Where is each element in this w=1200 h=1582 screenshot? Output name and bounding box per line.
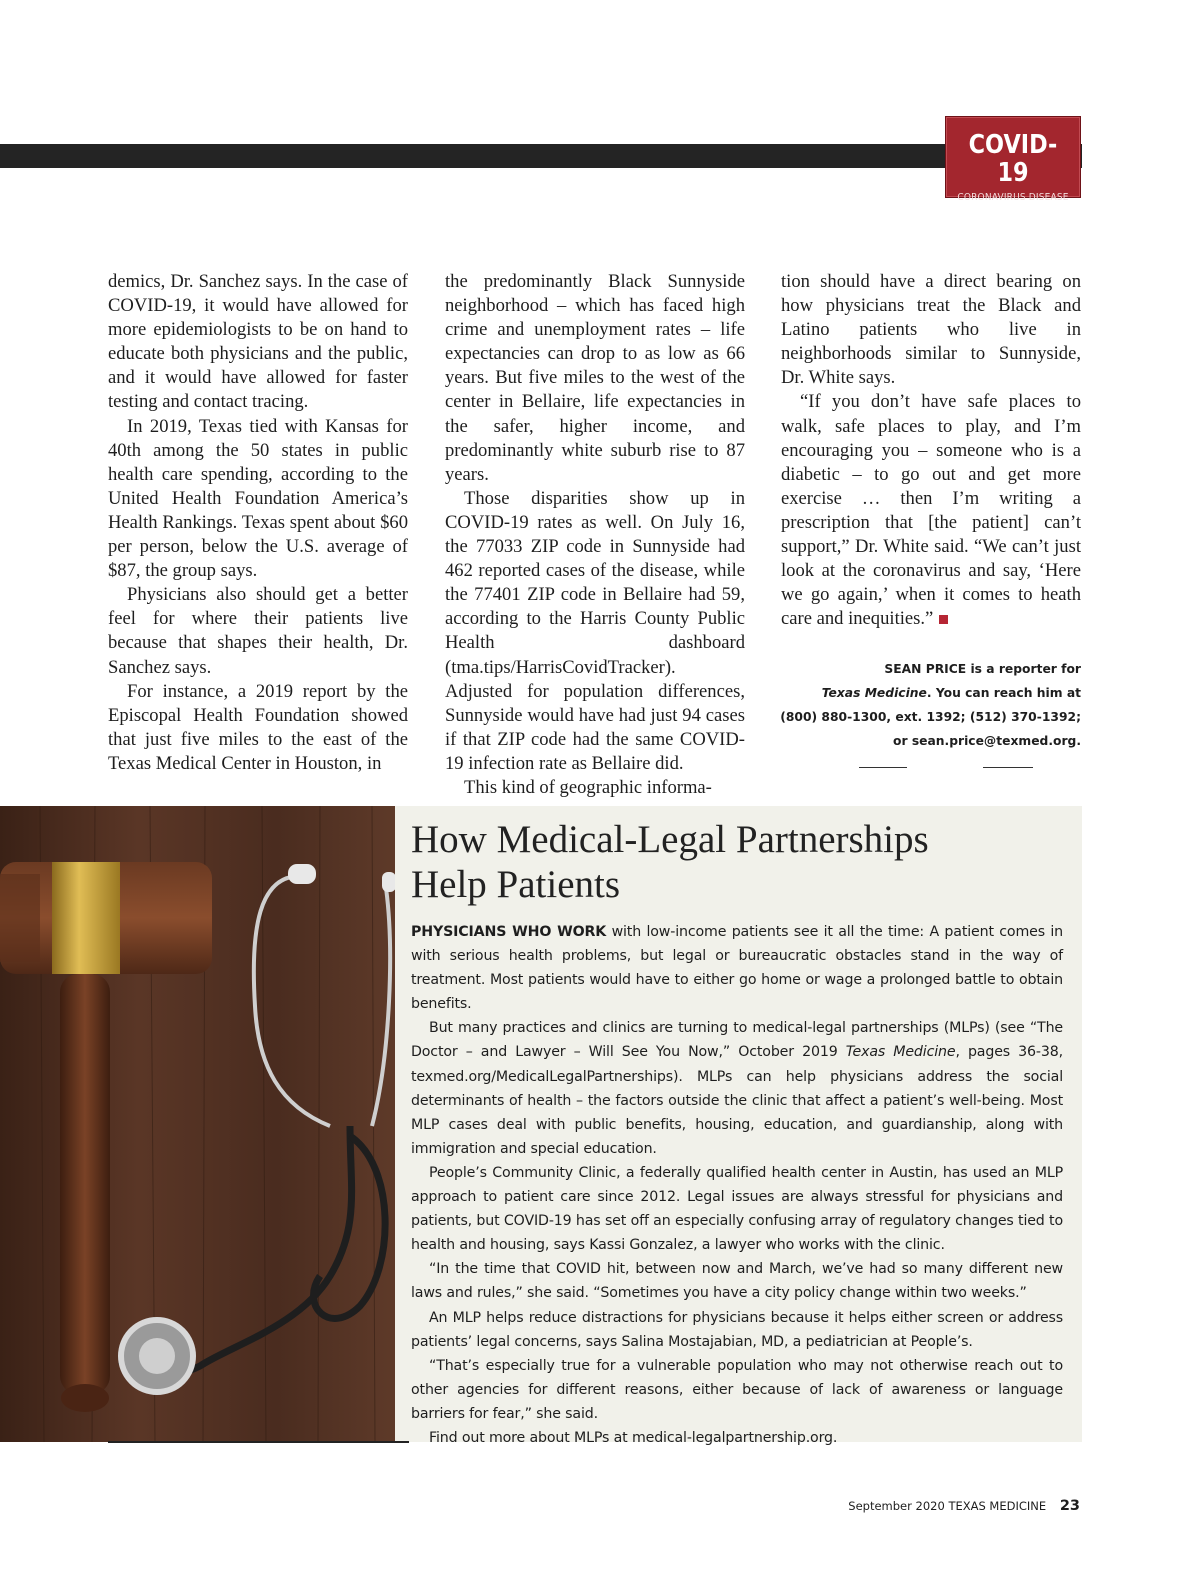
paragraph: “In the time that COVID hit, between now and March, we’ve had so many different new laws and rules,” she said. “Sometimes you have a city policy change within two weeks.” xyxy=(411,1261,1063,1302)
paragraph: the predominantly Black Sunnyside neighborhood – which has faced high crime and unemployment rates – life expectancies can drop to as low as 66 years. But five miles to the west of the center in Bellaire, life expectancies in the safer, higher income, and predominantly white suburb rise to 87 years. xyxy=(445,271,745,485)
author-email: or sean.price@texmed.org. xyxy=(893,734,1081,748)
paragraph: An MLP helps reduce distractions for physicians because it helps either screen or address patients’ legal concerns, says Salina Mostajabian, MD, a pediatrician at People’s. xyxy=(411,1309,1063,1350)
sidebar-title-line: How Medical-Legal Partnerships xyxy=(411,818,929,861)
paragraph-text: , pages 36-38, texmed.org/MedicalLegalPartnerships). MLPs can help physicians address the social determinants of health – the factors outside the clinic that affect a patient’s well-being. Most MLP cases deal with public benefits, housing, education, and guardianship, along with immigration and special education. xyxy=(411,1044,1063,1157)
paragraph-text: But many practices and clinics are turning to medical-legal partnerships (MLPs) (see “The Doctor – and Lawyer – Will See You Now,” October 2019 xyxy=(411,1020,1063,1061)
divider xyxy=(108,1441,409,1443)
photo-illustration xyxy=(0,806,395,1442)
divider xyxy=(859,767,907,768)
header-bar xyxy=(0,144,1082,168)
author-name: SEAN PRICE xyxy=(884,662,967,676)
badge-title: COVID-19 xyxy=(968,130,1058,188)
publication-name: TEXAS MEDICINE xyxy=(948,1499,1047,1513)
author-byline xyxy=(760,657,1081,753)
paragraph: “That’s especially true for a vulnerable population who may not otherwise reach out to other agencies for different reasons, either because of lack of awareness or language barriers for fear,” she said. xyxy=(411,1357,1063,1422)
lead-in: PHYSICIANS WHO WORK xyxy=(411,924,607,940)
sidebar-title-line: Help Patients xyxy=(411,863,621,906)
issue-date: September 2020 xyxy=(848,1499,945,1513)
paragraph xyxy=(411,1016,1063,1161)
article-column-1 xyxy=(108,270,408,776)
paragraph: tion should have a direct bearing on how physicians treat the Black and Latino patients who live in neighborhoods similar to Sunnyside, Dr. White says. xyxy=(781,271,1081,389)
badge-subtitle: CORONAVIRUS DISEASE xyxy=(957,192,1069,203)
paragraph: Those disparities show up in COVID-19 rates as well. On July 16, the 77033 ZIP code in Sunnyside had 462 reported cases of the disease, while the 77401 ZIP code in Bellaire had 59, according to the Harris County Public Health dashboard (tma.tips/HarrisCovidTracker). Adjusted for population differences, Sunnyside would have had just 94 cases if that ZIP code had the same COVID-19 infection rate as Bellaire did. xyxy=(445,487,745,774)
article-column-3 xyxy=(781,270,1081,631)
paragraph: People’s Community Clinic, a federally qualified health center in Austin, has used an MLP approach to patient care since 2012. Legal issues are always stressful for physicians and patients, but COVID-19 has set off an especially confusing array of regulatory changes tied to health and housing, says Kassi Gonzalez, a lawyer who works with the clinic. xyxy=(411,1164,1063,1254)
sidebar-title xyxy=(411,817,1071,907)
paragraph: Physicians also should get a better feel for where their patients live because that shapes their health, Dr. Sanchez says. xyxy=(108,584,408,678)
paragraph: In 2019, Texas tied with Kansas for 40th among the 50 states in public health care spending, according to the United Health Foundation America’s Health Rankings. Texas spent about $60 per person, below the U.S. average of $87, the group says. xyxy=(108,415,408,582)
publication-name: Texas Medicine xyxy=(845,1044,956,1061)
gavel-stethoscope-image xyxy=(0,806,395,1442)
paragraph xyxy=(781,390,1081,631)
paragraph-text: “If you don’t have safe places to walk, safe places to play, and I’m encouraging you – someone who is a diabetic – to go out and get more exercise … then I’m writing a prescription that [the patient] can’t support,” Dr. White said. “We can’t just look at the coronavirus and say, ‘Here we go again,’ when it comes to heath care and inequities.” xyxy=(781,391,1081,630)
paragraph: demics, Dr. Sanchez says. In the case of COVID-19, it would have allowed for more epidemiologists to be on hand to educate both physicians and the public, and it would have allowed for faster testing and contact tracing. xyxy=(108,271,408,413)
paragraph: Find out more about MLPs at medical-legalpartnership.org. xyxy=(429,1429,838,1446)
byline-text: is a reporter for xyxy=(966,662,1081,676)
divider xyxy=(983,767,1033,768)
covid-badge xyxy=(945,116,1081,203)
paragraph-text: with low-income patients see it all the time: A patient comes in with serious health problems, but legal or bureaucratic obstacles stand in the way of treatment. Most patients would have to either go home or wage a prolonged battle to obtain benefits. xyxy=(411,924,1063,1013)
paragraph: This kind of geographic informa- xyxy=(464,776,712,798)
author-phones: (800) 880-1300, ext. 1392; (512) 370-1392; xyxy=(780,710,1081,724)
article-column-2 xyxy=(445,270,745,800)
publication-name: Texas Medicine xyxy=(821,686,927,700)
byline-text: . You can reach him at xyxy=(926,686,1081,700)
paragraph: For instance, a 2019 report by the Episcopal Health Foundation showed that just five miles to the east of the Texas Medical Center in Houston, in xyxy=(108,680,408,774)
paragraph xyxy=(411,920,1063,1016)
page-number: 23 xyxy=(1059,1498,1080,1514)
end-mark-icon xyxy=(939,615,948,624)
sidebar-body xyxy=(411,920,1063,1450)
page-footer xyxy=(790,1498,1080,1514)
